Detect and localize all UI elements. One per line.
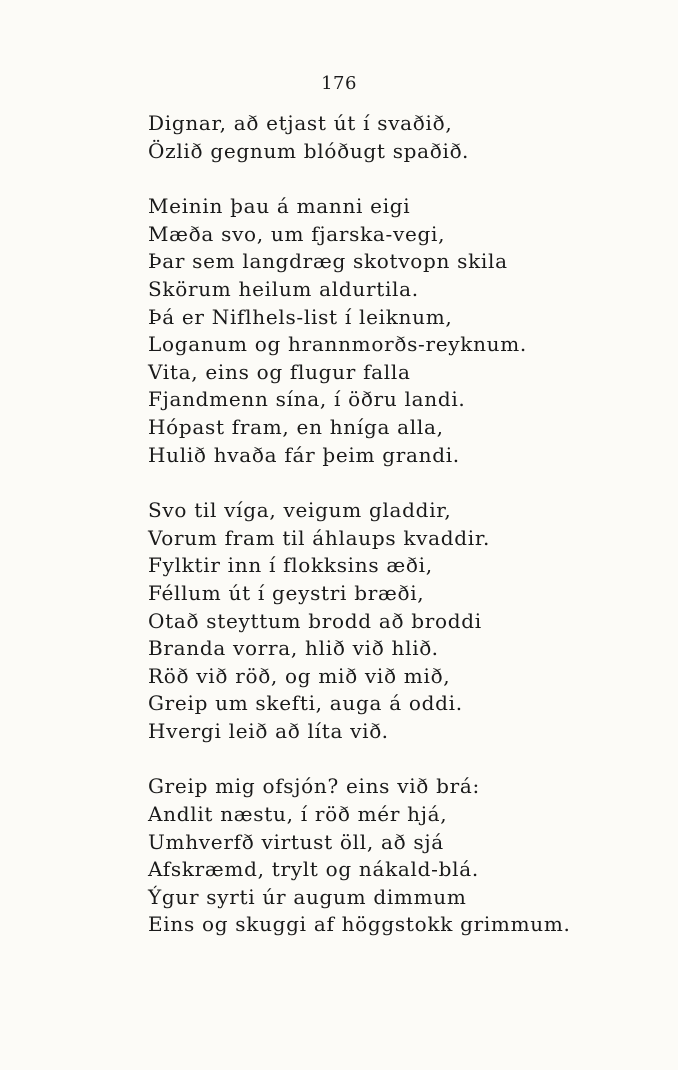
poem-line: Ýgur syrti úr augum dimmum <box>148 884 467 909</box>
poem-line: Hópast fram, en hníga alla, <box>148 414 444 439</box>
poem-line: Féllum út í geystri bræði, <box>148 580 425 605</box>
poem-line: Eins og skuggi af höggstokk grimmum. <box>148 912 571 937</box>
poem-line: Greip um skefti, auga á oddi. <box>148 691 463 716</box>
poem-line: Fjandmenn sína, í öðru landi. <box>148 387 466 412</box>
poem-line: Svo til víga, veigum gladdir, <box>148 498 452 523</box>
poem-line: Afskræmd, trylt og nákald-blá. <box>148 857 479 882</box>
poem-line: Otað steyttum brodd að broddi <box>148 608 482 633</box>
poem-line: Dignar, að etjast út í svaðið, <box>148 111 453 135</box>
stanza-4 <box>148 773 658 939</box>
poem-line: Özlið gegnum blóðugt spaðið. <box>148 138 470 163</box>
poem-line: Fylktir inn í flokksins æði, <box>148 553 433 578</box>
poem-line: Vita, eins og flugur falla <box>148 359 411 384</box>
poem-line: Vorum fram til áhlaups kvaddir. <box>148 525 491 550</box>
poem-line: Hvergi leið að líta við. <box>148 718 389 743</box>
poem-line: Þá er Niflhels-list í leiknum, <box>148 304 453 329</box>
stanza-1 <box>148 110 658 165</box>
poem-line: Greip mig ofsjón? eins við brá: <box>148 774 480 799</box>
poem-line: Skörum heilum aldurtila. <box>148 276 419 301</box>
poem-line: Loganum og hrannmorðs-reyknum. <box>148 332 527 357</box>
poem-line: Branda vorra, hlið við hlið. <box>148 636 439 661</box>
page-number: 176 <box>321 73 357 94</box>
poem-line: Röð við röð, og mið við mið, <box>148 663 451 688</box>
poem-line: Meinin þau á manni eigi <box>148 194 411 219</box>
poem-line: Umhverfð virtust öll, að sjá <box>148 829 444 854</box>
poem-line: Andlit næstu, í röð mér hjá, <box>148 802 448 827</box>
poem-line: Hulið hvaða fár þeim grandi. <box>148 442 460 467</box>
stanza-2 <box>148 193 658 469</box>
stanza-3 <box>148 497 658 745</box>
poem <box>148 110 658 939</box>
poem-line: Þar sem langdræg skotvopn skila <box>148 249 508 274</box>
poem-line: Mæða svo, um fjarska-vegi, <box>148 221 446 246</box>
